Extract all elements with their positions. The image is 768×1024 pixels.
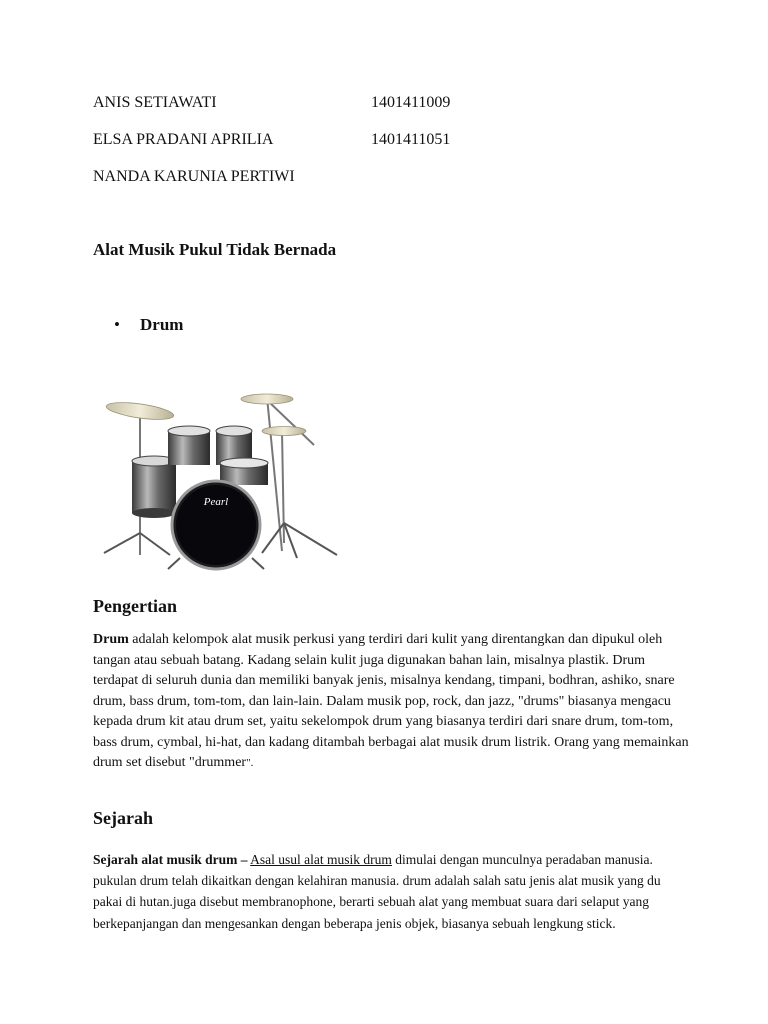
- pengertian-body: adalah kelompok alat musik perkusi yang terdiri dari kulit yang direntangkan dan dipukul oleh tangan atau sebuah batang. Kadang selain kulit juga digunakan bahan lain, misalnya plastik. Drum terdapat di seluruh dunia dan memiliki banyak jenis, misalnya kendang, timpani, bodhran, ashiko, snare drum, bass drum, tom-tom, dan lain-lain. Dalam musik pop, rock, dan jazz, "drums" biasanya mengacu kepada drum kit atau drum set, yaitu sekelompok drum yang biasanya terdiri dari snare drum, tom-tom, bass drum, cymbal, hi-hat, dan kadang ditambah berbagai alat musik drum listrik. Orang yang memainkan drum set disebut "drummer: [93, 632, 689, 770]
- author-name: NANDA KARUNIA PERTIWI: [93, 168, 295, 185]
- drum-term: Drum: [93, 632, 129, 647]
- pearl-logo: Pearl: [203, 496, 229, 508]
- sejarah-paragraph: [93, 849, 693, 934]
- asal-usul-link[interactable]: Asal usul alat musik drum: [250, 852, 392, 867]
- author-id: 1401411051: [371, 131, 451, 148]
- pengertian-paragraph: [93, 630, 693, 774]
- pengertian-closing: ".: [246, 757, 254, 769]
- sejarah-lead: Sejarah alat musik drum –: [93, 852, 248, 867]
- author-name: ANIS SETIAWATI: [93, 94, 217, 111]
- sejarah-body: dimulai dengan munculnya peradaban manusia. pukulan drum telah dikaitkan dengan kelahiran manusia. drum adalah salah satu jenis alat musik yang du pakai di hutan.juga disebut membranophone, berarti sebuah alat yang membuat suara dari selaput yang berkepanjangan dan mengesankan dengan beberapa jenis objek, biasanya sebuah lengkung stick.: [93, 852, 661, 931]
- author-id: 1401411009: [371, 94, 451, 111]
- bullet-label: Drum: [140, 315, 184, 334]
- document-title: Alat Musik Pukul Tidak Bernada: [93, 240, 337, 259]
- section-heading-pengertian: Pengertian: [93, 596, 177, 616]
- author-name: ELSA PRADANI APRILIA: [93, 131, 274, 148]
- bullet-icon: •: [114, 315, 120, 334]
- section-heading-sejarah: Sejarah: [93, 808, 153, 828]
- drum-kit-image: [92, 383, 344, 579]
